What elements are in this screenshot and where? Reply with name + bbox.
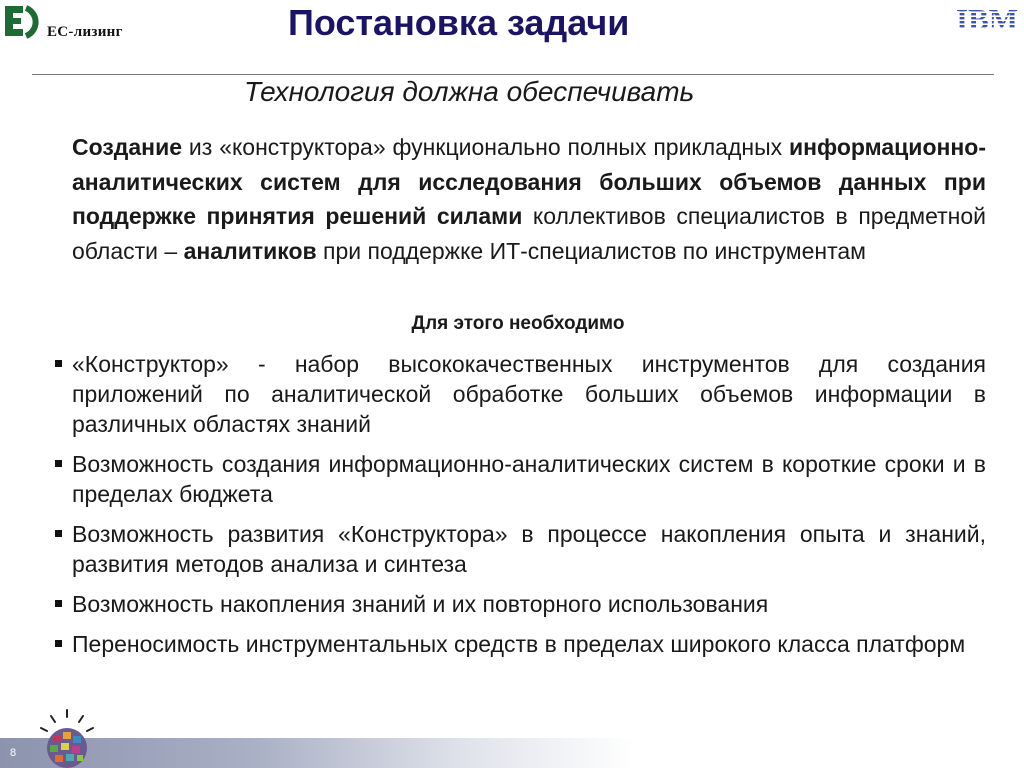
es-leasing-logo — [3, 4, 153, 44]
list-item — [0, 629, 986, 659]
ibm-globe-icon — [36, 708, 98, 768]
ibm-logo — [955, 5, 1019, 33]
es-leasing-logo-text: ЕС-лизинг — [47, 24, 123, 40]
list-item — [0, 519, 986, 579]
intro-paragraph — [72, 130, 986, 268]
page-title: Постановка задачи — [288, 2, 630, 43]
ibm-logo-text: IBM — [956, 5, 1018, 33]
list-item — [0, 589, 986, 619]
requirements-list — [0, 349, 1024, 669]
page-number: 8 — [10, 747, 17, 759]
list-item-text: Возможность накопления знаний и их повторного использования — [72, 591, 769, 617]
list-item-text: «Конструктор» - набор высококачественных инструментов для создания приложений по аналитической обработке больших объемов информации в различных областях знаний — [72, 351, 986, 437]
bullet-square-icon — [55, 360, 62, 367]
title-divider — [32, 74, 994, 75]
ibm-logo-icon — [955, 5, 1019, 33]
intro-bold-analysts: аналитиков — [183, 237, 317, 264]
intro-bold-creation: Создание — [72, 134, 183, 160]
list-item-text: Возможность развития «Конструктора» в процессе накопления опыта и знаний, развития методов анализа и синтеза — [72, 521, 986, 577]
intro-text-3: при поддержке ИТ-специалистов по инструментам — [316, 237, 866, 264]
footer-bar — [0, 738, 1024, 768]
intro-text-2: коллективов специалистов в предметной области – — [72, 203, 986, 264]
es-leasing-logo-icon — [3, 4, 45, 40]
bullet-square-icon — [55, 530, 62, 537]
section-heading: Для этого необходимо — [411, 313, 625, 334]
bullet-square-icon — [55, 600, 62, 607]
bullet-square-icon — [55, 640, 62, 647]
bullet-square-icon — [55, 460, 62, 467]
list-item-text: Переносимость инструментальных средств в пределах широкого класса платформ — [72, 631, 966, 657]
list-item — [0, 349, 986, 439]
list-item-text: Возможность создания информационно-аналитических систем в короткие сроки и в пределах бюджета — [72, 451, 986, 507]
intro-bold-systems: информационно-аналитических систем для исследования больших объемов данных при поддержке принятия решений силами — [72, 134, 986, 229]
intro-text-1: из «конструктора» функционально полных прикладных — [182, 134, 790, 160]
subtitle: Технология должна обеспечивать — [244, 76, 695, 107]
list-item — [0, 449, 986, 509]
